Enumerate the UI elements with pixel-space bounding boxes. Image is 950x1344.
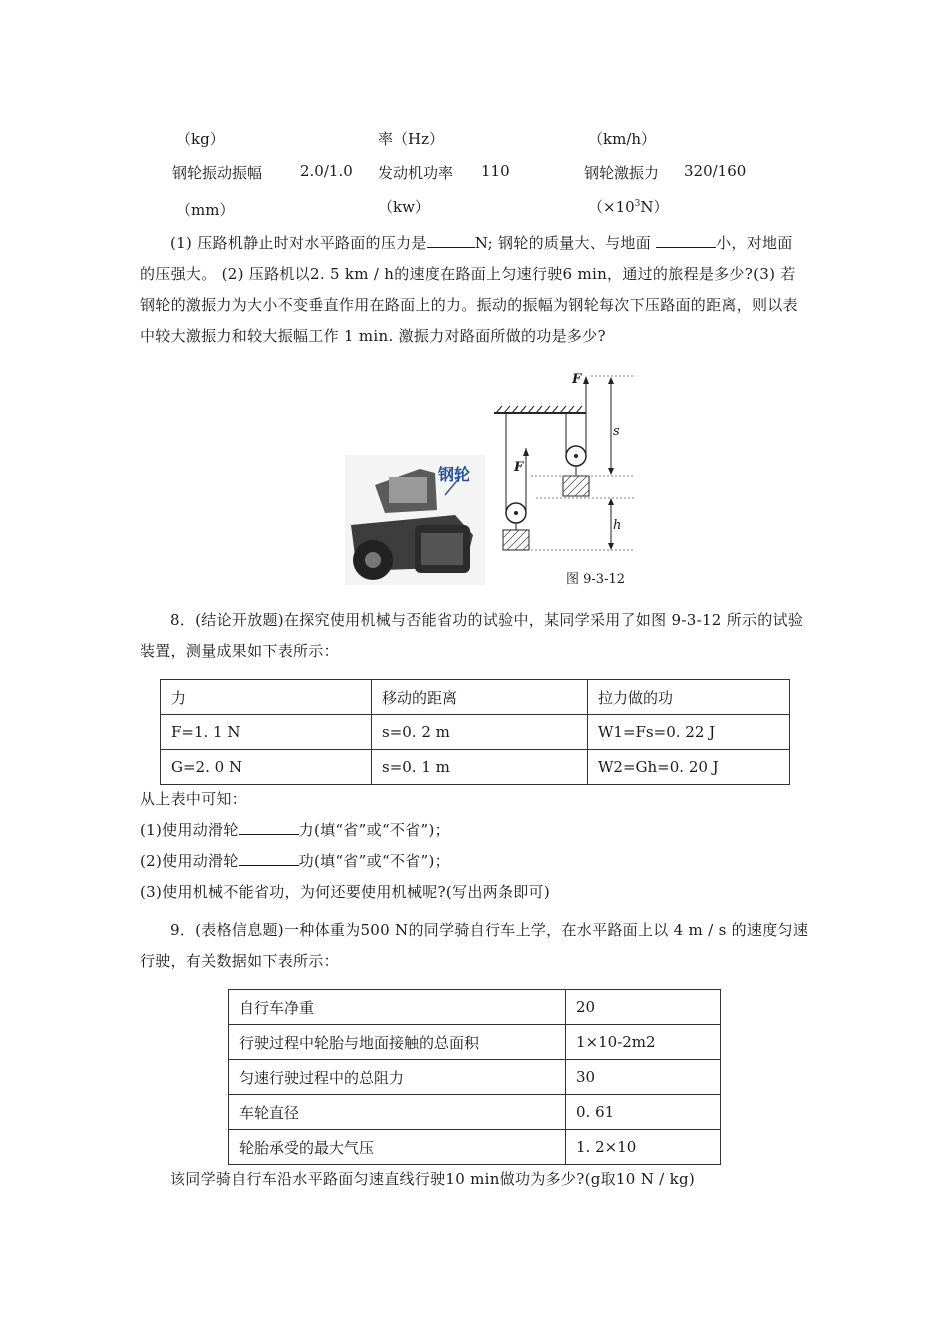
q7-blank-area	[656, 233, 716, 248]
header-force: 力	[161, 680, 372, 715]
figure-caption: 图 9-3-12	[566, 572, 626, 587]
spec-unit-hz: 率（Hz）	[378, 130, 444, 148]
spec-power-label: 发动机功率	[378, 164, 454, 182]
label-F-top: F	[572, 372, 582, 387]
table-cell: 1. 2×10	[566, 1130, 721, 1165]
table-row	[161, 715, 790, 750]
roller-label: 钢轮	[438, 465, 471, 484]
spec-amplitude-value: 2.0/1.0	[300, 162, 353, 180]
table-cell: W1=Fs=0. 22 J	[588, 715, 790, 750]
spec-unit-kmh: （km/h）	[588, 130, 657, 148]
spec-amplitude-label: 钢轮振动振幅	[172, 164, 263, 182]
q8-table	[160, 679, 790, 785]
table-cell: W2=Gh=0. 20 J	[588, 750, 790, 785]
table-cell: 0. 61	[566, 1095, 721, 1130]
spec-unit-mm: （mm）	[176, 201, 235, 219]
table-row	[161, 750, 790, 785]
q8-subquestions: 从上表中可知： (1)使用动滑轮 力(填“省”或“不省”)； (2)使用动滑轮 功(填“省”或“不省”)； (3)使用机械不能省功，为何还要使用机械呢?(写出两条即可)	[140, 790, 550, 901]
label-F-mid: F	[514, 460, 524, 475]
table-row	[229, 990, 721, 1025]
table-cell: 车轮直径	[229, 1095, 566, 1130]
table-row	[229, 1060, 721, 1095]
q8-blank-2	[239, 851, 299, 866]
label-h: h	[613, 518, 622, 533]
spec-unit-kw: （kw）	[378, 198, 430, 216]
q7-blank-pressure	[427, 233, 475, 248]
table-row	[229, 1095, 721, 1130]
q9-text: 9．(表格信息题)一种体重为500 N的同学骑自行车上学，在水平路面上以 4 m / s 的速度匀速 行驶，有关数据如下表所示：	[140, 921, 809, 970]
label-s: s	[613, 424, 620, 439]
table-cell: s=0. 1 m	[372, 750, 588, 785]
spec-unit-kg: （kg）	[176, 130, 225, 148]
table-cell: 1×10-2m2	[566, 1025, 721, 1060]
header-work: 拉力做的功	[588, 680, 790, 715]
q9-question: 该同学骑自行车沿水平路面匀速直线行驶10 min做功为多少?(g取10 N / kg)	[170, 1170, 696, 1188]
pulley-diagram	[486, 368, 636, 568]
table-cell: 30	[566, 1060, 721, 1095]
spec-force-label: 钢轮激振力	[584, 164, 660, 182]
q7-text: (1) 压路机静止时对水平路面的压力是 N; 钢轮的质量大、与地面 小，对地面 的压强大。 (2) 压路机以2. 5 km / h的速度在路面上匀速行驶6 min，通过的旅程是多少?(3) 若 钢轮的激振力为大小不变垂直作用在路面上的力。振动的振幅为钢轮每次下压路面的距离，则以表 中较大激振力和较大振幅工作 1 min. 激振力对路面所做的功是多少?	[140, 234, 798, 345]
table-cell: 自行车净重	[229, 990, 566, 1025]
table-row	[229, 1130, 721, 1165]
table-cell: 20	[566, 990, 721, 1025]
q8-blank-1	[239, 820, 299, 835]
table-cell: 轮胎承受的最大气压	[229, 1130, 566, 1165]
table-cell: 匀速行驶过程中的总阻力	[229, 1060, 566, 1095]
q9-table	[228, 989, 721, 1165]
q8-text: 8．(结论开放题)在探究使用机械与否能省功的试验中，某同学采用了如图 9-3-12 所示的试验 装置，测量成果如下表所示：	[140, 611, 804, 660]
spec-power-value: 110	[481, 162, 510, 180]
table-cell: s=0. 2 m	[372, 715, 588, 750]
table-header-row	[161, 680, 790, 715]
spec-force-value: 320/160	[684, 162, 747, 180]
table-cell: 行驶过程中轮胎与地面接触的总面积	[229, 1025, 566, 1060]
table-row	[229, 1025, 721, 1060]
table-cell: F=1. 1 N	[161, 715, 372, 750]
spec-unit-force: $(\times 10^3N)$	[588, 198, 669, 216]
header-distance: 移动的距离	[372, 680, 588, 715]
table-cell: G=2. 0 N	[161, 750, 372, 785]
